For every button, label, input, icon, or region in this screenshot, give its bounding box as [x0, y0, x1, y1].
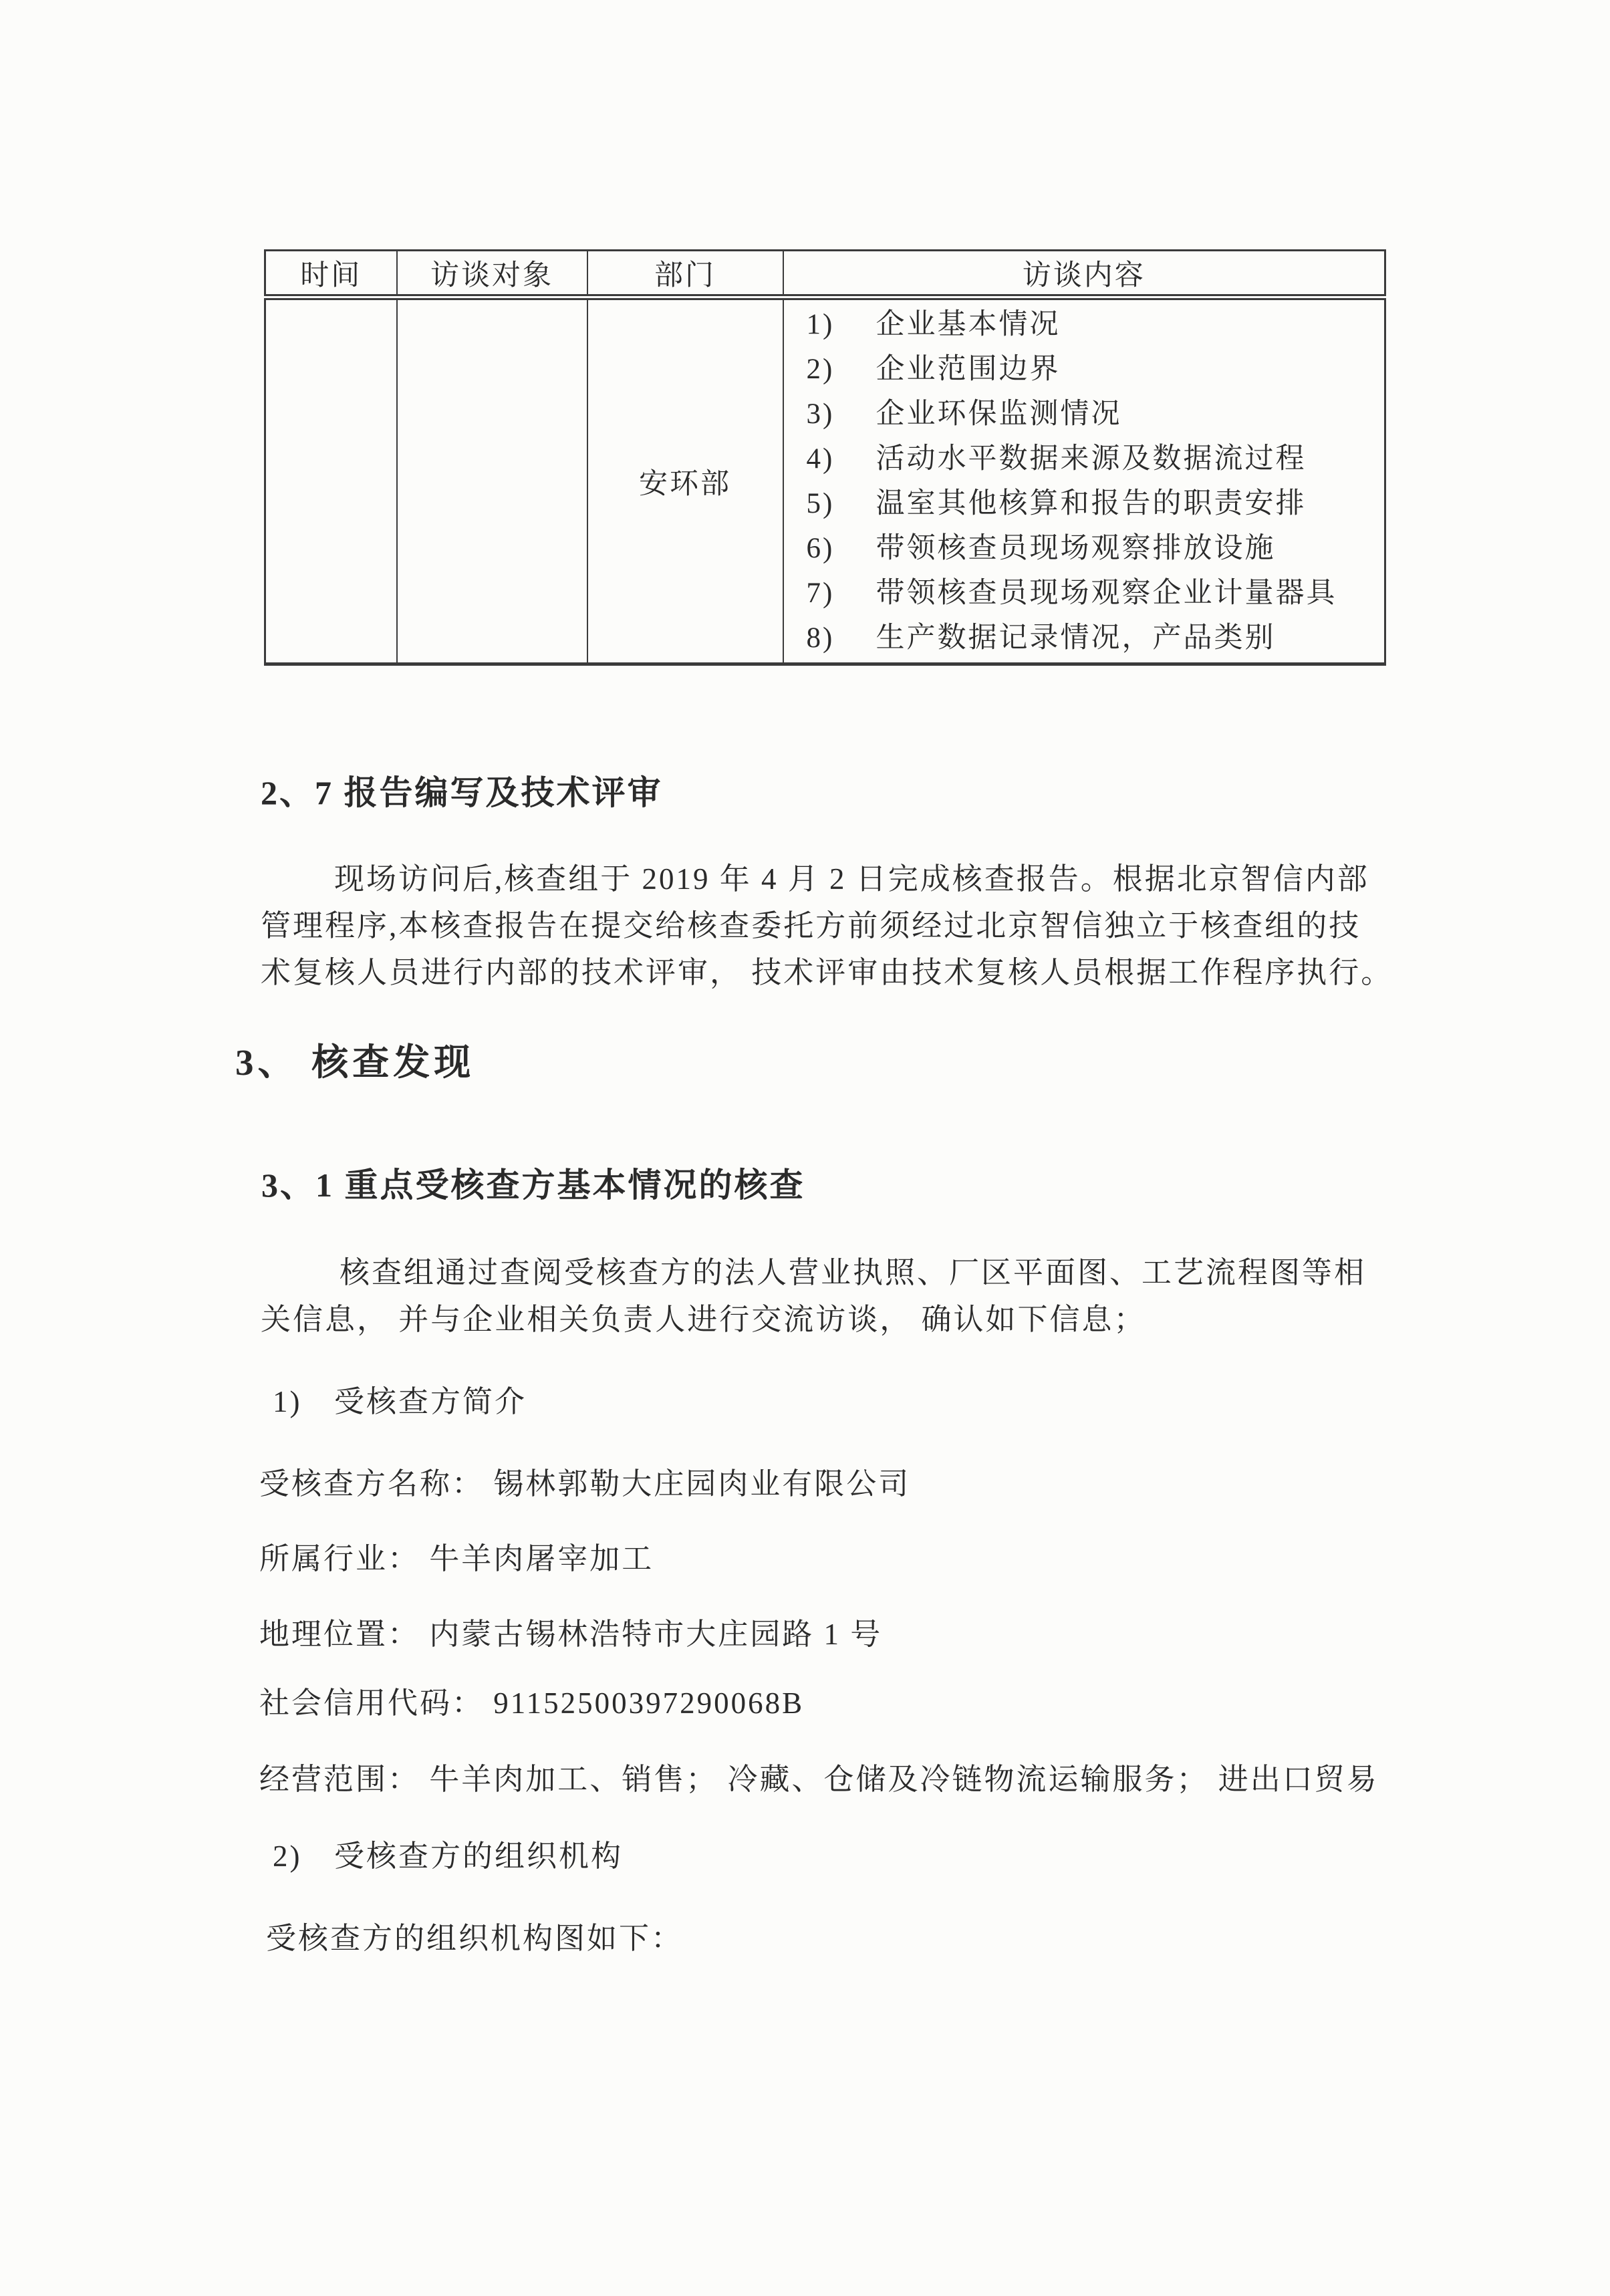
item-number: 3): [806, 398, 835, 430]
interview-item: [807, 526, 1385, 571]
detail-industry: 所属行业： 牛羊肉屠宰加工: [259, 1542, 654, 1575]
list-number: 2): [273, 1839, 302, 1873]
cell-department: 安环部: [587, 297, 783, 664]
item-number: 4): [806, 443, 835, 475]
item-number: 1): [806, 309, 835, 340]
item-text: 活动水平数据来源及数据流过程: [876, 443, 1307, 475]
interview-item: [807, 392, 1385, 436]
paragraph-line: 术复核人员进行内部的技术评审， 技术评审由技术复核人员根据工作程序执行。: [261, 956, 1393, 989]
list-item-company-intro: [273, 1377, 527, 1420]
paragraph-report-writing: [261, 856, 1393, 996]
paragraph-line: 关信息， 并与企业相关负责人进行交流访谈， 确认如下信息；: [261, 1303, 1146, 1336]
item-text: 企业环保监测情况: [876, 398, 1122, 430]
item-number: 6): [806, 533, 835, 564]
org-chart-intro-line: 受核查方的组织机构图如下：: [266, 1922, 684, 1955]
cell-interviewee: [397, 297, 587, 664]
section-heading-3: 3、 核查发现: [235, 1042, 475, 1083]
col-header-interview-content: 访谈内容: [783, 251, 1385, 297]
detail-company-name: 受核查方名称： 锡林郭勒大庄园肉业有限公司: [259, 1467, 911, 1501]
item-text: 企业基本情况: [876, 309, 1061, 340]
item-text: 企业范围边界: [876, 354, 1061, 385]
item-text: 温室其他核算和报告的职责安排: [876, 488, 1307, 519]
item-number: 8): [806, 622, 835, 654]
item-text: 带领核查员现场观察排放设施: [876, 533, 1276, 564]
item-number: 2): [806, 354, 835, 385]
interview-item: [807, 347, 1385, 392]
list-number: 1): [273, 1385, 302, 1418]
interview-item: [807, 436, 1385, 481]
paragraph-line: 现场访问后,核查组于 2019 年 4 月 2 日完成核查报告。根据北京智信内部: [334, 862, 1369, 896]
item-text: 生产数据记录情况，产品类别: [876, 622, 1276, 654]
detail-business-scope: 经营范围： 牛羊肉加工、销售； 冷藏、仓储及冷链物流运输服务； 进出口贸易: [259, 1763, 1379, 1796]
paragraph-verification-basis: [261, 1249, 1366, 1343]
interview-item: [807, 302, 1385, 347]
interview-item: [807, 616, 1385, 660]
cell-interview-content: [783, 297, 1385, 664]
col-header-interviewee: 访谈对象: [397, 251, 587, 297]
item-text: 带领核查员现场观察企业计量器具: [876, 578, 1337, 609]
item-number: 7): [806, 578, 835, 609]
paragraph-line: 核查组通过查阅受核查方的法人营业执照、厂区平面图、工艺流程图等相: [340, 1256, 1367, 1289]
section-heading-2-7: 2、7 报告编写及技术评审: [261, 774, 663, 811]
item-number: 5): [806, 488, 835, 519]
interview-table: [264, 249, 1386, 666]
detail-credit-code: 社会信用代码： 91152500397290068B: [259, 1686, 805, 1720]
table-row: [265, 297, 1385, 664]
col-header-time: 时间: [265, 251, 397, 297]
interview-item: [807, 481, 1385, 526]
list-item-organization: [273, 1831, 623, 1875]
interview-item: [807, 571, 1385, 616]
paragraph-line: 管理程序,本核查报告在提交给核查委托方前须经过北京智信独立于核查组的技: [261, 909, 1361, 942]
cell-time: [265, 297, 397, 664]
table-header-row: [265, 251, 1385, 297]
list-text: 受核查方简介: [334, 1385, 527, 1418]
section-heading-3-1: 3、1 重点受核查方基本情况的核查: [261, 1166, 805, 1204]
col-header-department: 部门: [587, 251, 783, 297]
detail-location: 地理位置： 内蒙古锡林浩特市大庄园路 1 号: [259, 1618, 883, 1651]
list-text: 受核查方的组织机构: [334, 1839, 624, 1873]
